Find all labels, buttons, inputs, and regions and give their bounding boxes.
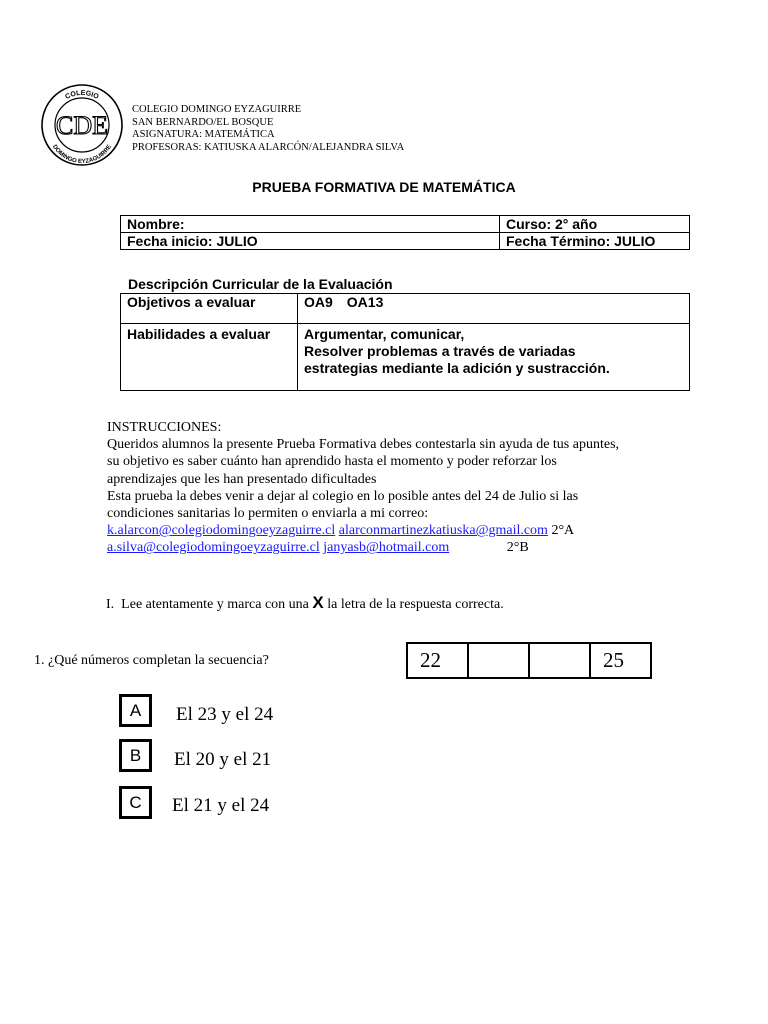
school-header (132, 104, 404, 154)
logo-bottom-text: DOMINGO EYZAGUIRRE (50, 144, 114, 166)
instruction-line: condiciones sanitarias lo permiten o enviarla a mi correo: (107, 506, 429, 522)
objective-oa13: OA13 (346, 294, 384, 310)
name-field[interactable]: Nombre: (121, 216, 500, 233)
contact-line-2b (107, 539, 687, 556)
end-date-field: Fecha Término: JULIO (500, 233, 690, 250)
option-c-text: El 21 y el 24 (172, 795, 270, 816)
instructions (107, 419, 687, 557)
course-label-2b: 2°B (506, 540, 529, 556)
course-label-2a: 2°A (551, 523, 575, 539)
number-sequence (406, 642, 652, 679)
email-link-asilva-school[interactable]: a.silva@colegiodomingoeyzaguirre.cl (107, 540, 320, 556)
objectives-label: Objetivos a evaluar (121, 294, 298, 324)
question-number: 1. (34, 653, 45, 668)
option-a-text: El 23 y el 24 (176, 704, 274, 725)
option-b-box[interactable]: B (119, 739, 152, 772)
instruction-line: Esta prueba la debes venir a dejar al colegio en lo posible antes del 24 de Julio si las (107, 488, 579, 504)
start-date-field: Fecha inicio: JULIO (121, 233, 500, 250)
subject: ASIGNATURA: MATEMÁTICA (132, 129, 275, 140)
page-title: PRUEBA FORMATIVA DE MATEMÁTICA (252, 179, 516, 195)
question-1 (34, 653, 269, 669)
question-text: ¿Qué números completan la secuencia? (48, 653, 269, 668)
section-numeral: I. (106, 597, 115, 612)
mark-x: X (312, 593, 324, 612)
option-a-box[interactable]: A (119, 694, 152, 727)
curricular-table (120, 293, 690, 391)
instructions-heading: INSTRUCCIONES: (107, 420, 222, 435)
sequence-blank-cell[interactable] (468, 643, 529, 678)
skill-line: Resolver problemas a través de variadas (304, 343, 576, 359)
instruction-line: Queridos alumnos la presente Prueba Formativa debes contestarla sin ayuda de tus apuntes, (107, 437, 620, 453)
sequence-cell: 25 (590, 643, 651, 678)
contact-line-2a (107, 522, 687, 539)
section-text: Lee atentamente y marca con una (121, 597, 309, 612)
skill-line: estrategias mediante la adición y sustracción. (304, 360, 610, 376)
sequence-cell: 22 (407, 643, 468, 678)
email-link-kalarcon-school[interactable]: k.alarcon@colegiodomingoeyzaguirre.cl (107, 523, 336, 539)
objectives-value (298, 294, 690, 324)
curricular-heading: Descripción Curricular de la Evaluación (128, 276, 393, 292)
instruction-line: aprendizajes que les han presentado dificultades (107, 471, 377, 487)
student-info-table (120, 215, 690, 250)
skills-label: Habilidades a evaluar (121, 324, 298, 391)
instruction-line: su objetivo es saber cuánto han aprendido hasta el momento y poder reforzar los (107, 454, 557, 470)
option-b-text: El 20 y el 21 (174, 749, 272, 770)
section-text-after: la letra de la respuesta correcta. (327, 597, 504, 612)
school-name: COLEGIO DOMINGO EYZAGUIRRE (132, 104, 302, 115)
sequence-blank-cell[interactable] (529, 643, 590, 678)
option-c-box[interactable]: C (119, 786, 152, 819)
email-link-kalarcon-gmail[interactable]: alarconmartinezkatiuska@gmail.com (338, 523, 548, 539)
teachers: PROFESORAS: KATIUSKA ALARCÓN/ALEJANDRA SILVA (132, 141, 405, 153)
logo-initials: CDE (56, 111, 108, 140)
course-field: Curso: 2° año (500, 216, 690, 233)
skill-line: Argumentar, comunicar, (304, 326, 465, 342)
skills-value (298, 324, 690, 391)
objective-oa9: OA9 (304, 294, 333, 310)
logo-top-text: COLEGIO (64, 89, 100, 101)
school-logo (40, 83, 124, 167)
email-link-janyasb-hotmail[interactable]: janyasb@hotmail.com (323, 540, 450, 556)
school-location: SAN BERNARDO/EL BOSQUE (132, 116, 274, 128)
section-heading (106, 593, 504, 613)
